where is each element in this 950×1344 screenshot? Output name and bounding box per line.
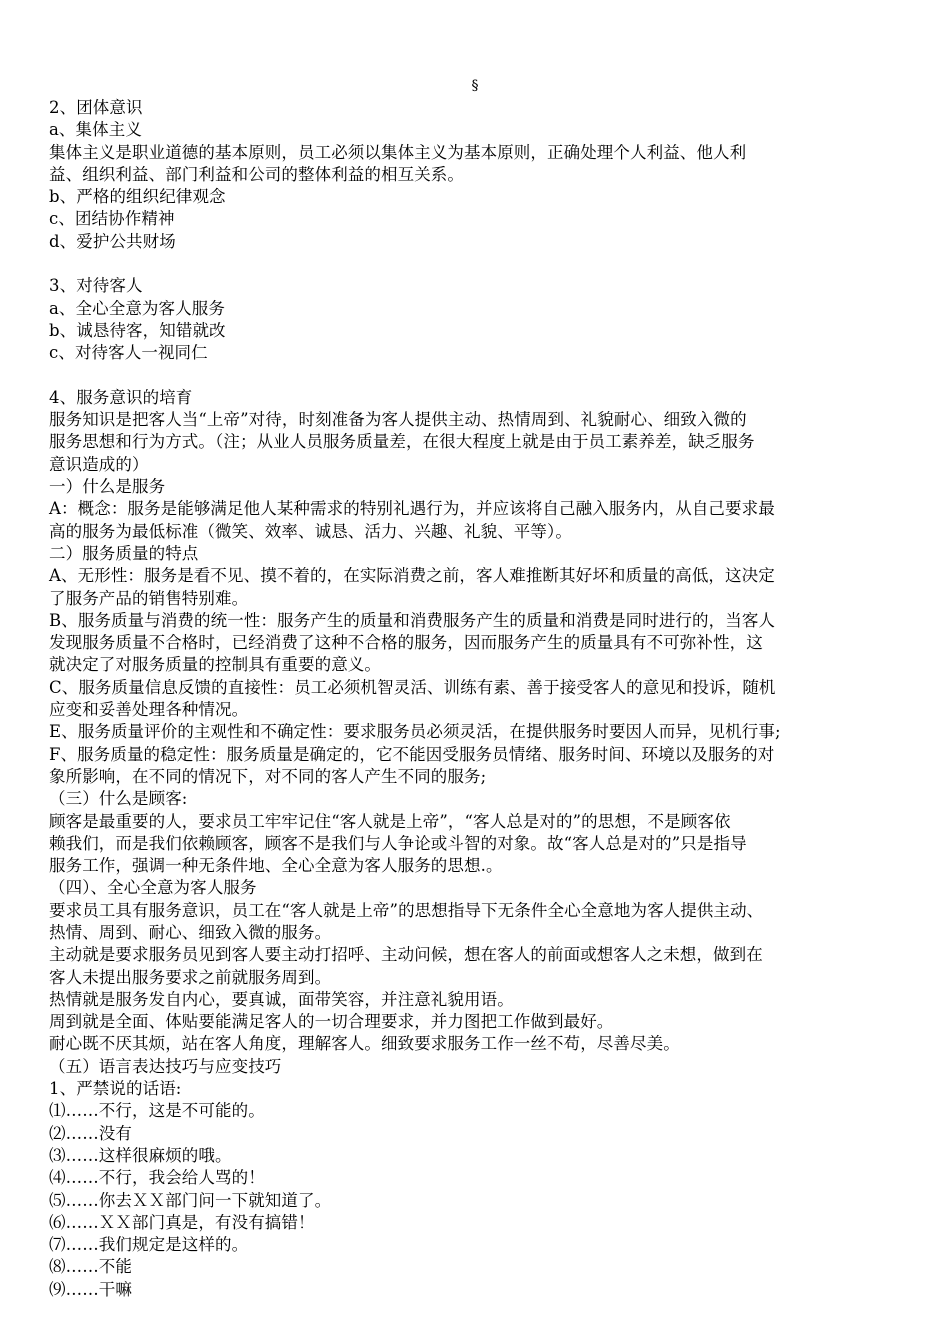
text-line: A、无形性：服务是看不见、摸不着的，在实际消费之前，客人难推断其好坏和质量的高低，这决定 — [49, 566, 775, 586]
text-line: 服务知识是把客人当“上帝”对待，时刻准备为客人提供主动、热情周到、礼貌耐心、细致入微的 — [49, 410, 747, 430]
text-line: 1、严禁说的话语: — [49, 1079, 182, 1099]
text-line: a、集体主义 — [49, 120, 142, 140]
text-line: ⑴……不行，这是不可能的。 — [49, 1101, 265, 1121]
text-line: c、团结协作精神 — [49, 209, 175, 229]
text-line: 客人未提出服务要求之前就服务周到。 — [49, 967, 332, 987]
text-line: 益、组织利益、部门利益和公司的整体利益的相互关系。 — [49, 164, 464, 184]
text-line: 了服务产品的销售特别难。 — [49, 588, 249, 608]
text-line: ⑶……这样很麻烦的哦。 — [49, 1145, 232, 1165]
text-line: 热情、周到、耐心、细致入微的服务。 — [49, 922, 332, 942]
text-line: 高的服务为最低标准（微笑、效率、诚恳、活力、兴趣、礼貌、平等）。 — [49, 521, 572, 541]
text-line: ⑼……干嘛 — [49, 1279, 132, 1299]
text-line: 服务工作，强调一种无条件地、全心全意为客人服务的思想.。 — [49, 856, 503, 876]
text-line: ⑺……我们规定是这样的。 — [49, 1235, 249, 1255]
text-line: 象所影响，在不同的情况下，对不同的客人产生不同的服务; — [49, 766, 487, 786]
text-line: a、全心全意为客人服务 — [49, 298, 225, 318]
text-line: 就决定了对服务质量的控制具有重要的意义。 — [49, 655, 381, 675]
text-line: ⑻……不能 — [49, 1257, 132, 1277]
text-line: （三）什么是顾客: — [49, 789, 188, 809]
text-line: 3、对待客人 — [49, 276, 143, 296]
text-line: 服务思想和行为方式。（注；从业人员服务质量差，在很大程度上就是由于员工素养差，缺乏服务 — [49, 432, 755, 452]
text-line: 要求员工具有服务意识，员工在“客人就是上帝”的思想指导下无条件全心全意地为客人提供主动、 — [49, 900, 764, 920]
section-mark: § — [471, 78, 479, 94]
text-line: 意识造成的） — [49, 454, 149, 474]
text-line: F、服务质量的稳定性：服务质量是确定的，它不能因受服务员情绪、服务时间、环境以及服务的对 — [49, 744, 775, 764]
text-line: （四）、全心全意为客人服务 — [49, 878, 257, 898]
text-line: 耐心既不厌其烦，站在客人角度，理解客人。细致要求服务工作一丝不苟，尽善尽美。 — [49, 1034, 680, 1054]
text-line: b、诚恳待客，知错就改 — [49, 320, 226, 340]
text-line: 主动就是要求服务员见到客人要主动打招呼、主动问候，想在客人的前面或想客人之未想，做到在 — [49, 945, 763, 965]
text-line: A：概念：服务是能够满足他人某种需求的特别礼遇行为，并应该将自己融入服务内，从自己要求最 — [49, 499, 775, 519]
text-line: （五）语言表达技巧与应变技巧 — [49, 1056, 282, 1076]
text-line: 赖我们，而是我们依赖顾客，顾客不是我们与人争论或斗智的对象。故“客人总是对的”只是指导 — [49, 833, 747, 853]
text-line: 2、团体意识 — [49, 98, 143, 117]
text-line: B、服务质量与消费的统一性：服务产生的质量和消费服务产生的质量和消费是同时进行的，当客人 — [49, 610, 776, 630]
text-line: 顾客是最重要的人，要求员工牢牢记住“客人就是上帝”，“客人总是对的”的思想，不是顾客依 — [49, 811, 731, 831]
text-line: C、服务质量信息反馈的直接性：员工必须机智灵活、训练有素、善于接受客人的意见和投诉，随机 — [49, 677, 776, 697]
blank-line — [49, 365, 899, 387]
text-line: ⑵……没有 — [49, 1123, 132, 1143]
text-line: 周到就是全面、体贴要能满足客人的一切合理要求，并力图把工作做到最好。 — [49, 1012, 614, 1032]
text-line: ⑸……你去ＸＸ部门问一下就知道了。 — [49, 1190, 332, 1210]
text-line: 4、服务意识的培育 — [49, 387, 193, 407]
text-line: E、服务质量评价的主观性和不确定性：要求服务员必须灵活，在提供服务时要因人而异，见机行事; — [49, 722, 781, 742]
text-line: 二）服务质量的特点 — [49, 543, 199, 563]
text-line: 一）什么是服务 — [49, 477, 166, 497]
text-line: 集体主义是职业道德的基本原则，员工必须以集体主义为基本原则，正确处理个人利益、他人利 — [49, 142, 747, 162]
text-line: ⑷……不行，我会给人骂的！ — [49, 1168, 265, 1188]
document-body — [49, 97, 899, 1301]
text-line: ⑹……ＸＸ部门真是，有没有搞错！ — [49, 1212, 315, 1232]
blank-line — [49, 253, 899, 275]
text-line: c、对待客人一视同仁 — [49, 343, 208, 363]
text-line: b、严格的组织纪律观念 — [49, 187, 226, 207]
text-line: 应变和妥善处理各种情况。 — [49, 700, 249, 720]
text-line: d、爱护公共财场 — [49, 231, 176, 251]
text-line: 发现服务质量不合格时，已经消费了这种不合格的服务，因而服务产生的质量具有不可弥补性，这 — [49, 633, 763, 653]
text-line: 热情就是服务发自内心，要真诚，面带笑容，并注意礼貌用语。 — [49, 989, 514, 1009]
